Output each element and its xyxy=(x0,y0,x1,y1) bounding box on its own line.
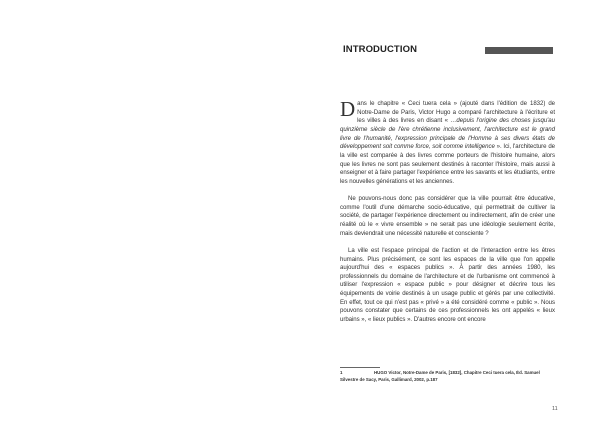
paragraph-1-text-a: ans le chapitre « Ceci tuera cela » (ajouté dans l'édition de 1832) de Notre-Dame de Paris, Victor Hugo a comparé l'architecture à l'écriture et les villes à des livres en disant « xyxy=(357,100,555,125)
hugo-quote: …depuis l'origine des choses jusqu'au quinzième siècle de l'ère chrétienne inclusivement, l'architecture est le grand livre de l'humanité, l'expression principale de l'Homme à ses divers états de développement soit comme force, soit comme intelligence xyxy=(340,117,555,151)
paragraph-3: La ville est l'espace principal de l'action et de l'interaction entre les êtres humains. Plus précisément, ce sont les espaces de la ville que l'on appelle aujourd'hui des « espaces publics ». À partir des années 1980, les professionnels du domaine de l'architecture et de l'urbanisme ont commencé à utiliser l'expression « espace public » pour désigner et décrire tous les équipements de voirie destinés à un usage public et gérés par une collectivité. En effet, tout ce qui n'est pas « privé » a été considéré comme « public ». Nous pouvons constater que certains de ces professionnels les ont appelés « lieux urbains », « lieux publics ». D'autres encore ont encore xyxy=(340,246,555,324)
chapter-heading: INTRODUCTION xyxy=(343,44,418,55)
heading-accent-bar xyxy=(485,47,553,54)
paragraph-1-text-c: ». Ici, l'architecture de la ville est comparée à des livres comme porteurs de l'histoire humaine, alors que les livres ne sont pas seulement destinés à raconter l'histoire, mais aussi à enseigner et à faire partager l'expérience entre les savants et les étudiants, entre les nouvelles générations et les anciennes. xyxy=(340,143,555,185)
footnote-divider xyxy=(340,367,380,368)
body-text xyxy=(340,97,555,325)
page-number: 11 xyxy=(552,406,558,412)
drop-cap: D xyxy=(340,97,356,121)
paragraph-1 xyxy=(340,97,555,187)
footnote xyxy=(340,369,555,383)
paragraph-2: Ne pouvons-nous donc pas considérer que la ville pourrait être éducative, comme l'outil d'une démarche socio-éducative, qui permettrait de cultiver la société, de partager l'expérience directement ou indirectement, afin de créer une réalité où le « vivre ensemble » ne serait pas une idéologie seulement écrite, mais deviendrait une nécessité naturelle et consciente ? xyxy=(340,195,555,237)
footnote-number: 1 xyxy=(340,370,343,375)
footnote-text: HUGO Victor, Notre-Dame de Paris, [1832], Chapitre Ceci tuera cela, Éd. Samuel Silvestre de Sacy, Paris, Gallimard, 2002, p.187 xyxy=(340,370,540,382)
